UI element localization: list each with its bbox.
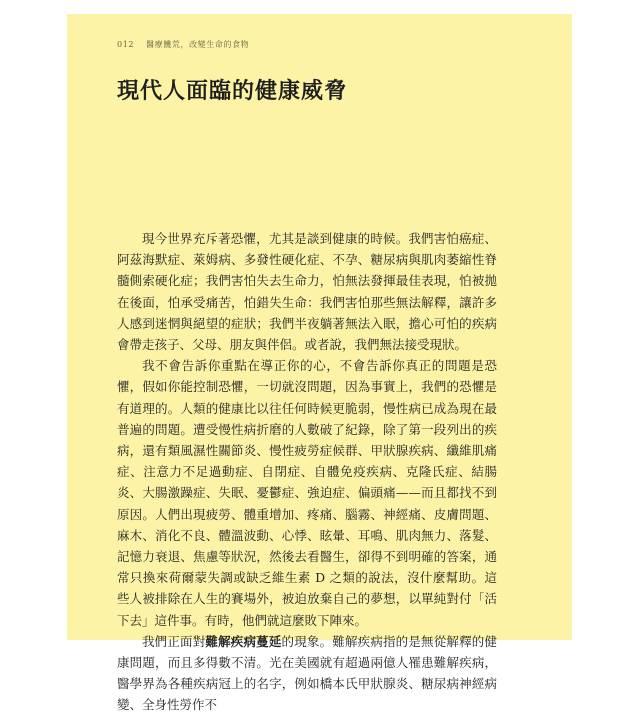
paragraph-3 (117, 631, 497, 716)
paragraph-2 (117, 355, 497, 631)
paragraph-1 (117, 228, 497, 355)
paragraph-2-text: 我不會告訴你重點在導正你的心，不會告訴你真正的問題是恐懼，假如你能控制恐懼，一切就沒問題，因為事實上，我們的恐懼是有道理的。人類的健康比以往任何時候更脆弱，慢性病已成為現在最普遍的問題。遭受慢性病折磨的人數破了紀錄，除了第一段列出的疾病，還有類風濕性關節炎、慢性疲勞症候群、甲狀腺疾病、纖維肌痛症、注意力不足過動症、自閉症、自體免疫疾病、克隆氏症、結腸炎、大腸激躁症、失眠、憂鬱症、強迫症、偏頭痛——而且都找不到原因。人們出現疲勞、體重增加、疼痛、腦霧、神經痛、皮膚問題、麻木、消化不良、體溫波動、心悸、眩暈、耳鳴、肌肉無力、落髮、記憶力衰退、焦慮等狀況，然後去看醫生，卻得不到明確的答案，通常只換來荷爾蒙失調或缺乏維生素 D 之類的說法，沒什麼幫助。這些人被排除在人生的賽場外，被迫放棄自己的夢想，以單純對付「活下去」這件事。有時，他們就這麼敗下陣來。 (117, 358, 497, 628)
body-text (117, 228, 497, 716)
running-title: 醫療饑荒，改變生命的食物 (146, 40, 250, 49)
paragraph-3-text-end: 的現象。難解疾病指的是無從解釋的健康問題，而且多得數不清。光在美國就有超過兩億人罹患難解疾病，醫學界為各種疾病冠上的名字，例如橋本氏甲狀腺炎、糖尿病神經病變、全身性勞作不 (117, 633, 497, 713)
paragraph-1-text: 現今世界充斥著恐懼，尤其是談到健康的時候。我們害怕癌症、阿茲海默症、萊姆病、多發性硬化症、不孕、糖尿病與肌肉萎縮性脊髓側索硬化症；我們害怕失去生命力，怕無法發揮最佳表現，怕被拋在後面，怕承受痛苦，怕錯失生命：我們害怕那些無法解釋，讓許多人感到迷惘與絕望的症狀；我們半夜躺著無法入眠，擔心可怕的疾病會帶走孩子、父母、朋友與伴侶。或者說，我們無法接受現狀。 (117, 231, 497, 353)
paragraph-3-text-start: 我們正面對 (142, 633, 206, 649)
chapter-section-title: 現代人面臨的健康威脅 (117, 79, 348, 104)
page-number: 012 (117, 40, 135, 49)
book-page (67, 14, 572, 713)
running-header (117, 39, 249, 50)
emphasis-term: 難解疾病蔓延 (205, 633, 282, 649)
